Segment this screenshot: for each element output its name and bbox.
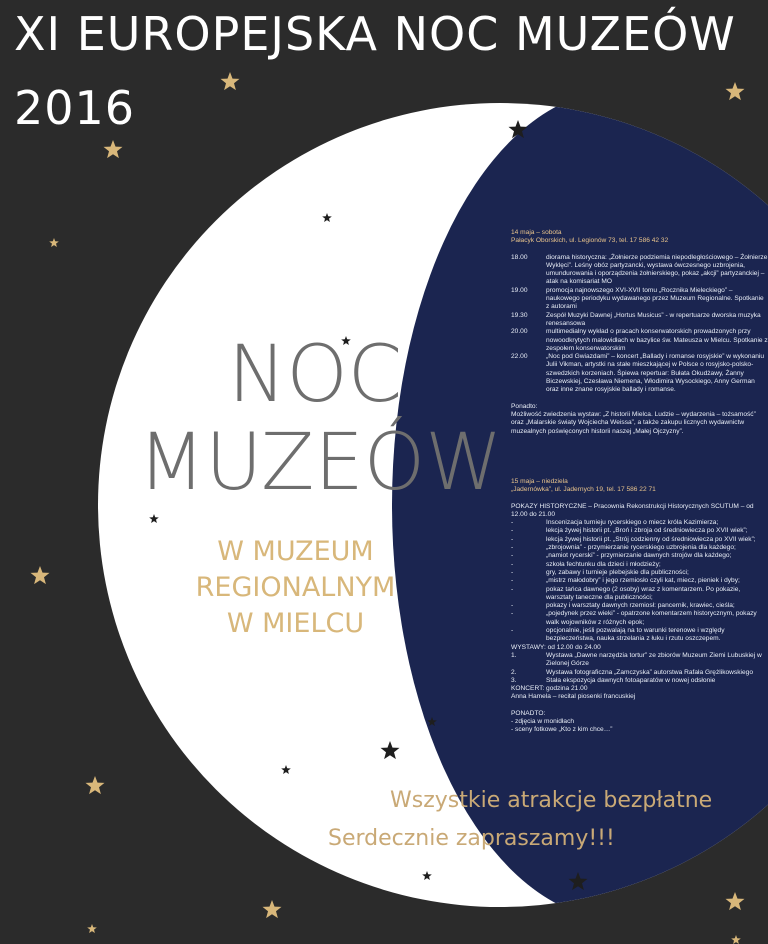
day2-show — [511, 527, 768, 535]
day2-show — [511, 577, 768, 585]
day2-show-marker: - — [511, 610, 514, 618]
day2-shows-label: POKAZY HISTORYCZNE – Pracownia Rekonstrukcji Historycznych SCUTUM – od 12.00 do 21.00 — [511, 502, 754, 518]
day2-show-text: pokaz tańca dawnego (2 osoby) wraz z komentarzem. Po pokazie, warsztaty taneczne dla publiczności; — [546, 585, 741, 601]
day2-show-marker: - — [511, 552, 514, 560]
day2-exhibitions-label: WYSTAWY: od 12.00 do 24.00 — [511, 643, 601, 651]
star-icon — [49, 238, 59, 247]
day2-extra-item: - sceny fotkowe „Kto z kim chce…” — [511, 726, 613, 734]
day2-show-marker: - — [511, 577, 514, 585]
day2-show-marker: - — [511, 585, 514, 593]
day2-exhibition-text: Stała ekspozycja dawnych fotoaparatów w nowej odsłonie — [546, 676, 716, 684]
day2-extra-item: - zdjęcia w monidłach — [511, 718, 575, 726]
star-icon — [104, 140, 123, 158]
day2-show — [511, 569, 768, 577]
day2-exhibition-marker: 3. — [511, 676, 517, 684]
program-day2 — [511, 478, 768, 735]
subtitle-line2: REGIONALNYM — [195, 572, 396, 603]
day1-events — [511, 254, 768, 395]
day2-show-marker: - — [511, 568, 514, 576]
star-icon — [86, 776, 105, 794]
day2-show-marker: - — [511, 560, 514, 568]
day2-show-text: pokazy i warsztaty dawnych rzemiosł: pancernik, krawiec, cieśla; — [546, 602, 735, 610]
day2-exhibition — [511, 652, 768, 669]
day2-exhibition-text: Wystawa fotograficzna „Zamczyska” autorstwa Rafała Grężlikowskiego — [546, 668, 753, 676]
day2-show-text: lekcja żywej historii pt. „Strój codzienny od średniowiecza po XVII wiek”; — [546, 535, 756, 543]
day2-show-marker: - — [511, 602, 514, 610]
day2-show-text: „mistrz małodobry” i jego rzemiosło czyli kat, miecz, pieniek i dyby; — [546, 577, 740, 585]
day1-event — [511, 312, 768, 329]
day1-date: 14 maja – sobota — [511, 229, 562, 236]
day2-show-marker: - — [511, 544, 514, 552]
star-icon — [263, 900, 282, 918]
day2-extra-label: PONADTO: — [511, 709, 546, 717]
moon-title-line2: MUZEÓW — [138, 418, 503, 508]
day2-shows — [511, 503, 768, 644]
day2-exhibition-marker: 2. — [511, 668, 517, 676]
day2-exhibitions-list — [511, 652, 768, 685]
day2-show — [511, 536, 768, 544]
day1-extra — [511, 403, 768, 436]
day2-show-text: Inscenizacja turnieju rycerskiego o miecz króla Kazimierza; — [546, 519, 719, 527]
day1-event-text: Zespół Muzyki Dawnej „Hortus Musicus” - w repertuarze dworska muzyka renesansowa — [546, 311, 761, 327]
poster-title: XI EUROPEJSKA NOC MUZEÓW — [14, 7, 736, 61]
star-icon — [31, 566, 50, 584]
day2-show-text: „pojedynek przez wieki” - opatrzone komentarzem historycznym, pokazy walk wojowników z różnych epok; — [546, 610, 757, 626]
day2-extra — [511, 710, 768, 735]
program-day1 — [511, 229, 768, 436]
day2-exhibition — [511, 669, 768, 677]
day1-event-text: multimedialny wykład o pracach konserwatorskich prowadzonych przy nowoodkrytych malowidłach w bazylice św. Mateusza w Mielcu. Spotkanie z zespołem konserwatorskim — [546, 328, 768, 352]
slogan-invitation: Serdecznie zapraszamy!!! — [328, 826, 615, 851]
day2-exhibitions — [511, 644, 768, 685]
day1-extra-text: Możliwość zwiedzenia wystaw: „Z historii Mielca. Ludzie – wydarzenia – tożsamość” oraz „Malarskie światy Wojciecha Weissa”, a także zakupu licznych wydawnictw muzealnych poświęconych historii naszej „Małej Ojczyzny”. — [511, 410, 756, 435]
day1-extra-label: Ponadto: — [511, 402, 538, 410]
day1-event — [511, 287, 768, 312]
day2-show-marker: - — [511, 519, 514, 527]
day2-show-marker: - — [511, 535, 514, 543]
day2-show — [511, 519, 768, 527]
day2-venue: „Jadernówka”, ul. Jadernych 19, tel. 17 586 22 71 — [511, 486, 656, 494]
day2-show — [511, 544, 768, 552]
day2-exhibition-marker: 1. — [511, 651, 517, 659]
day2-show-marker: - — [511, 627, 514, 635]
day2-show-text: szkoła fechtunku dla dzieci i młodzieży; — [546, 560, 661, 568]
star-icon — [731, 935, 741, 944]
day1-event-text: „Noc pod Gwiazdami” – koncert „Ballady i romanse rosyjskie” w wykonaniu Julii Vikman, artystki na stałe mieszkającej w Polsce o rosyjsko-polsko-szwedzkich korzeniach. Śpiewa repertuar: Bułata Okudżawy, Żanny Biczewskiej, Czesława Niemena, Włodimira Wysockiego, Anny German oraz inne znane rosyjskie ballady i romanse. — [546, 353, 765, 394]
star-icon — [87, 924, 97, 933]
day1-event-marker: 19.30 — [511, 311, 528, 319]
day1-venue: Pałacyk Oborskich, ul. Legionów 73, tel. 17 586 42 32 — [511, 237, 669, 245]
star-icon — [221, 72, 240, 90]
day1-event — [511, 254, 768, 287]
day2-show-text: opcjonalnie, jeśli pozwalają na to warunki terenowe i względy bezpieczeństwa, nauka strzelania z łuku i rzutu oszczepem. — [546, 627, 725, 643]
day1-event-marker: 19.00 — [511, 286, 528, 294]
day1-event-text: diorama historyczna: „Żołnierze podziemia niepodległościowego – Żołnierze Wyklęci”. Leśny obóz partyzancki, wystawa ówczesnego uzbrojenia, umundurowania i oporządzenia żołnierskiego, pokaz „akcji” partyzanckiej – atak na komisariat MO — [546, 253, 768, 286]
day2-show-text: „zbrojownia” - przymierzanie rycerskiego uzbrojenia dla każdego; — [546, 544, 736, 552]
day2-exhibition — [511, 677, 768, 685]
day1-event — [511, 353, 768, 394]
day2-show — [511, 552, 768, 560]
star-icon — [726, 892, 745, 910]
day1-event-marker: 18.00 — [511, 253, 528, 261]
day2-concert-text: Anna Hamela – recital piosenki francuskiej — [511, 693, 636, 701]
day2-show — [511, 627, 768, 644]
day2-show-marker: - — [511, 527, 514, 535]
day2-show — [511, 602, 768, 610]
day1-event-marker: 20.00 — [511, 328, 528, 336]
day2-shows-list — [511, 519, 768, 643]
day1-event-text: promocja najnowszego XVI-XVII tomu „Rocznika Mieleckiego” – naukowego periodyku wydawanego przez Muzeum Regionalne. Spotkanie z autorami — [546, 286, 764, 311]
day2-show — [511, 610, 768, 627]
day1-event — [511, 328, 768, 353]
star-icon — [726, 82, 745, 100]
day2-show-text: lekcja żywej historii pt. „Broń i zbroja od średniowiecza po XVII wiek”; — [546, 527, 748, 535]
day1-event-marker: 22.00 — [511, 353, 528, 361]
day2-show — [511, 561, 768, 569]
poster-year: 2016 — [14, 81, 136, 135]
subtitle-line3: W MIELCU — [226, 608, 365, 639]
day2-show-text: gry, zabawy i turnieje plebejskie dla publiczności; — [546, 568, 689, 576]
day2-show — [511, 586, 768, 603]
subtitle-line1: W MUZEUM — [217, 536, 374, 567]
day2-exhibition-text: Wystawa „Dawne narzędzia tortur” ze zbiorów Muzeum Ziemi Lubuskiej w Zielonej Górze — [546, 651, 762, 668]
day2-date: 15 maja – niedziela — [511, 478, 568, 485]
day2-concert-label: KONCERT: godzina 21.00 — [511, 685, 588, 693]
day2-show-text: „namiot rycerski” - przymierzanie dawnych strojów dla każdego; — [546, 552, 732, 560]
moon-title-line1: NOC — [228, 330, 403, 420]
slogan-free-entry: Wszystkie atrakcje bezpłatne — [390, 788, 713, 813]
